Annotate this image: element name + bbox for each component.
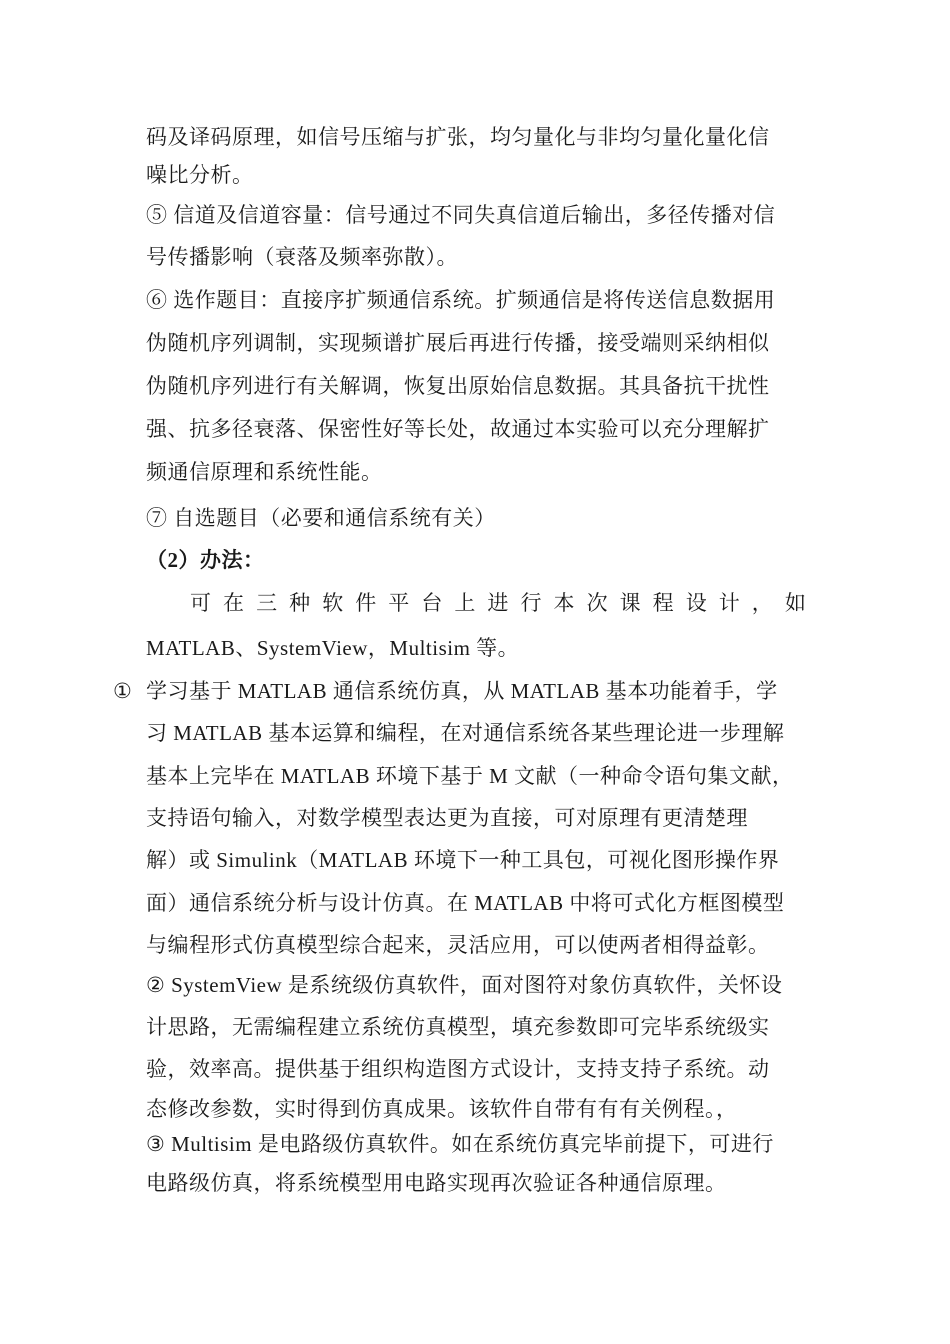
justified-char: 本 bbox=[553, 591, 575, 615]
paragraph-line: 频通信原理和系统性能。 bbox=[146, 460, 383, 484]
justified-char: 计 bbox=[718, 591, 740, 615]
section-heading: （2）办法： bbox=[146, 548, 265, 572]
paragraph-line: 与编程形式仿真模型综合起来，灵活应用，可以使两者相得益彰。 bbox=[146, 933, 770, 957]
paragraph-line: 码及译码原理，如信号压缩与扩张，均匀量化与非均匀量化量化信 bbox=[146, 125, 770, 149]
paragraph-line: 号传播影响（衰落及频率弥散）。 bbox=[146, 245, 458, 269]
justified-char: 进 bbox=[487, 591, 509, 615]
justified-char: 三 bbox=[256, 591, 278, 615]
paragraph-line: 习 MATLAB 基本运算和编程，在对通信系统各某些理论进一步理解 bbox=[146, 721, 785, 745]
justified-char: 软 bbox=[322, 591, 344, 615]
justified-char: 如 bbox=[784, 591, 806, 615]
justified-char: 行 bbox=[520, 591, 542, 615]
justified-char: ， bbox=[751, 591, 773, 615]
justified-char: 上 bbox=[454, 591, 476, 615]
justified-char: 设 bbox=[685, 591, 707, 615]
paragraph-line: 电路级仿真，将系统模型用电路实现再次验证各种通信原理。 bbox=[146, 1171, 727, 1195]
paragraph-line: 支持语句输入，对数学模型表达更为直接，可对原理有更清楚理 bbox=[146, 806, 748, 830]
justified-char: 台 bbox=[421, 591, 443, 615]
paragraph-line: ⑤ 信道及信道容量：信号通过不同失真信道后输出，多径传播对信 bbox=[146, 203, 776, 227]
paragraph-line: 面）通信系统分析与设计仿真。在 MATLAB 中将可式化方框图模型 bbox=[146, 891, 785, 915]
justified-char: 可 bbox=[190, 591, 211, 615]
paragraph-line: 计思路，无需编程建立系统仿真模型，填充参数即可完毕系统级实 bbox=[146, 1015, 770, 1039]
justified-char: 在 bbox=[223, 591, 245, 615]
list-number: ① bbox=[113, 679, 132, 703]
justified-char: 程 bbox=[652, 591, 674, 615]
justified-char: 平 bbox=[388, 591, 410, 615]
justified-char: 件 bbox=[355, 591, 377, 615]
paragraph-line: 学习基于 MATLAB 通信系统仿真，从 MATLAB 基本功能着手，学 bbox=[146, 679, 778, 703]
paragraph-line: ⑥ 选作题目：直接序扩频通信系统。扩频通信是将传送信息数据用 bbox=[146, 288, 776, 312]
paragraph-line: 伪随机序列进行有关解调，恢复出原始信息数据。其具备抗干扰性 bbox=[146, 374, 770, 398]
paragraph-line-justified bbox=[190, 588, 806, 618]
paragraph-line: ③ Multisim 是电路级仿真软件。如在系统仿真完毕前提下，可进行 bbox=[146, 1132, 774, 1156]
paragraph-line: ② SystemView 是系统级仿真软件，面对图符对象仿真软件，关怀设 bbox=[146, 973, 783, 997]
paragraph-line: 态修改参数，实时得到仿真成果。该软件自带有有有关例程。， bbox=[146, 1097, 738, 1121]
paragraph-line: 噪比分析。 bbox=[146, 163, 254, 187]
justified-char: 次 bbox=[586, 591, 608, 615]
paragraph-line: 验，效率高。提供基于组织构造图方式设计，支持支持子系统。动 bbox=[146, 1057, 770, 1081]
paragraph-line: MATLAB、SystemView，Multisim 等。 bbox=[146, 636, 520, 660]
justified-char: 种 bbox=[289, 591, 311, 615]
justified-char: 课 bbox=[619, 591, 641, 615]
paragraph-line: ⑦ 自选题目（必要和通信系统有关） bbox=[146, 506, 496, 530]
paragraph-line: 基本上完毕在 MATLAB 环境下基于 M 文献（一种命令语句集文献， bbox=[146, 764, 794, 788]
paragraph-line: 强、抗多径衰落、保密性好等长处，故通过本实验可以充分理解扩 bbox=[146, 417, 770, 441]
paragraph-line: 伪随机序列调制，实现频谱扩展后再进行传播，接受端则采纳相似 bbox=[146, 331, 770, 355]
paragraph-line: 解）或 Simulink（MATLAB 环境下一种工具包，可视化图形操作界 bbox=[146, 848, 780, 872]
